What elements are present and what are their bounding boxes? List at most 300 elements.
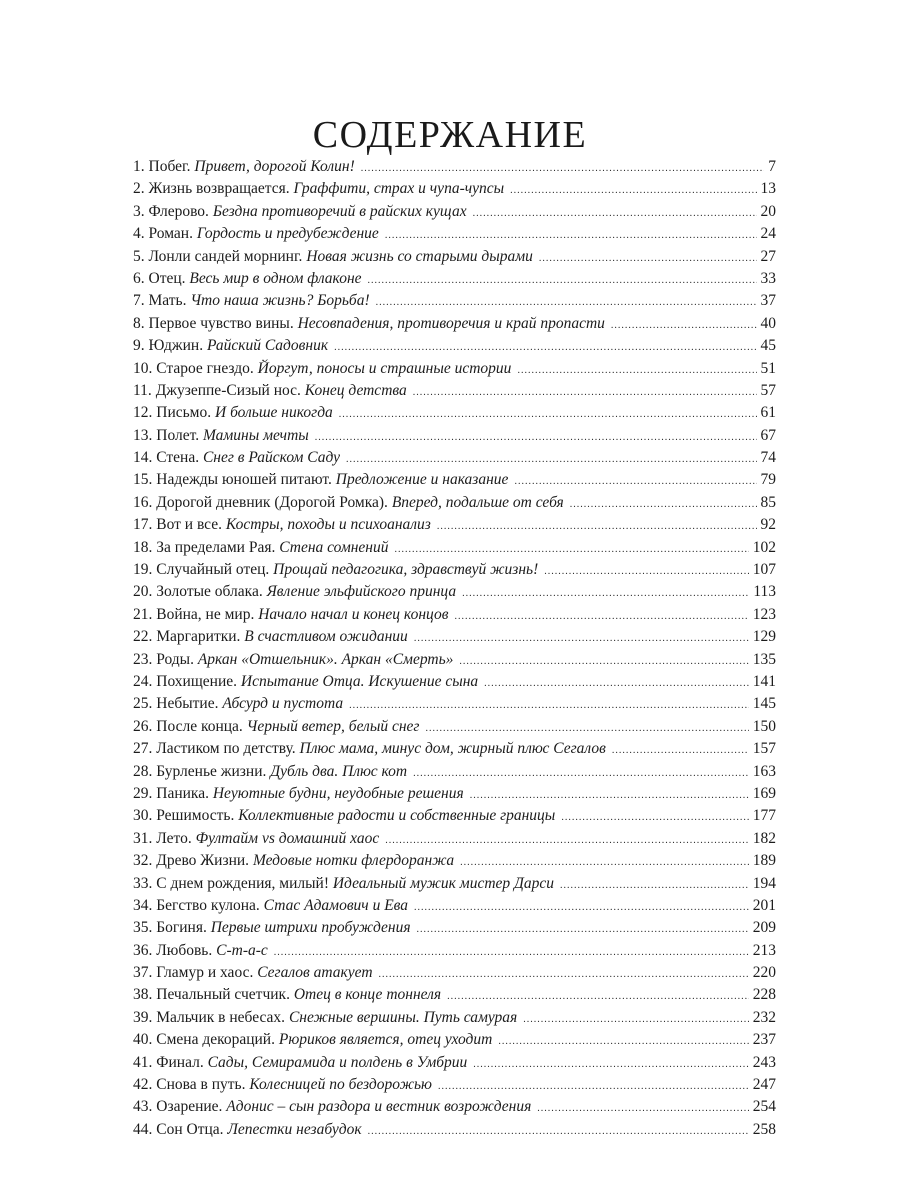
toc-entry <box>133 290 776 312</box>
toc-entry-subtitle: Колесницей по бездорожью <box>249 1076 432 1094</box>
toc-entry-chapter: Маргаритки. <box>156 628 241 646</box>
toc-entry-chapter: Флерово. <box>148 202 209 220</box>
toc-dot-leader <box>379 964 749 986</box>
toc-entry-number: 23. <box>133 650 153 668</box>
toc-entry-number: 40. <box>133 1031 153 1049</box>
toc-entry-page-number: 107 <box>752 561 776 579</box>
toc-entry-page-number: 24 <box>760 225 776 243</box>
toc-entry-subtitle: Бездна противоречий в райских кущах <box>212 202 467 220</box>
toc-entry-chapter: Побег. <box>148 158 191 175</box>
toc-entry-page-number: 163 <box>752 762 776 780</box>
toc-entry-number: 33. <box>133 874 153 892</box>
toc-entry-page-number: 129 <box>752 628 776 646</box>
toc-entry <box>133 1096 776 1118</box>
toc-dot-leader <box>339 404 757 426</box>
toc-entry-text <box>133 805 561 827</box>
toc-entry-number: 38. <box>133 986 153 1004</box>
toc-entry-chapter: Любовь. <box>156 941 213 959</box>
toc-entry-chapter: Печальный счетчик. <box>156 986 290 1004</box>
toc-entry-subtitle: Снежные вершины. Путь самурая <box>288 1008 518 1026</box>
toc-entry-page-number: 247 <box>752 1076 776 1094</box>
toc-entry-chapter: С днем рождения, милый! <box>156 874 329 892</box>
toc-entry-text <box>133 1029 498 1051</box>
toc-entry-chapter: Старое гнездо. <box>156 359 254 377</box>
toc-entry-page-number: 33 <box>760 269 776 287</box>
toc-entry-page-number: 177 <box>752 807 776 825</box>
toc-entry-chapter: Лето. <box>156 829 192 847</box>
toc-dot-leader <box>570 494 757 516</box>
toc-entry-chapter: Бегство кулона. <box>156 896 260 914</box>
toc-entry-chapter: Стена. <box>156 449 200 467</box>
toc-dot-leader <box>385 225 757 247</box>
toc-entry-chapter: За пределами Рая. <box>156 538 276 556</box>
toc-dot-leader <box>460 852 749 874</box>
toc-dot-leader <box>438 1076 749 1098</box>
toc-entry-page-number: 194 <box>752 874 776 892</box>
toc-dot-leader <box>425 718 748 740</box>
toc-entry-number: 10. <box>133 359 153 377</box>
toc-entry <box>133 738 776 760</box>
toc-entry-number: 6. <box>133 269 145 287</box>
toc-dot-leader <box>315 427 757 449</box>
toc-entry-subtitle: Стена сомнений <box>279 538 389 556</box>
toc-entry <box>133 649 776 671</box>
toc-entry-chapter: Письмо. <box>156 404 212 422</box>
toc-entry-page-number: 169 <box>752 784 776 802</box>
toc-entry-number: 3. <box>133 202 145 220</box>
toc-entry-text <box>133 469 514 491</box>
toc-entry-chapter: Смена декораций. <box>156 1031 275 1049</box>
toc-entry-text <box>133 1096 537 1118</box>
toc-entry-text <box>133 402 339 424</box>
toc-entry <box>133 492 776 514</box>
toc-entry-chapter: Финал. <box>156 1053 204 1071</box>
toc-entry-number: 22. <box>133 628 153 646</box>
toc-entry-subtitle: Стас Адамович и Ева <box>263 896 409 914</box>
toc-entry-chapter: Случайный отец. <box>156 561 270 579</box>
toc-entry-page-number: 40 <box>760 314 776 332</box>
toc-entry-page-number: 123 <box>752 605 776 623</box>
toc-entry-text <box>133 649 459 671</box>
toc-entry-text <box>133 604 454 626</box>
toc-entry-number: 12. <box>133 404 153 422</box>
toc-entry-number: 37. <box>133 964 153 982</box>
toc-entry-chapter: Мать. <box>148 292 187 310</box>
toc-entry-text <box>133 1074 438 1096</box>
toc-dot-leader <box>349 695 749 717</box>
toc-dot-leader <box>437 516 757 538</box>
toc-entry-text <box>133 626 414 648</box>
toc-entry-text <box>133 447 346 469</box>
toc-entry-text <box>133 246 539 268</box>
toc-entry-chapter: Похищение. <box>156 672 238 690</box>
toc-entry-subtitle: Испытание Отца. Искушение сына <box>240 672 479 690</box>
toc-entry-number: 41. <box>133 1053 153 1071</box>
toc-entry <box>133 693 776 715</box>
toc-entry-number: 21. <box>133 605 153 623</box>
toc-entry-subtitle: Прощай педагогика, здравствуй жизнь! <box>273 561 539 579</box>
toc-entry-number: 19. <box>133 561 153 579</box>
toc-dot-leader <box>612 740 749 762</box>
toc-dot-leader <box>417 919 749 941</box>
toc-dot-leader <box>361 158 765 180</box>
toc-dot-leader <box>274 942 749 964</box>
toc-entry-subtitle: Несовпадения, противоречия и край пропасти <box>297 314 605 332</box>
toc-entry-subtitle: Конец детства <box>304 381 407 399</box>
toc-entry-number: 29. <box>133 784 153 802</box>
toc-entry-text <box>133 223 385 245</box>
toc-entry-page-number: 92 <box>760 516 776 534</box>
toc-entry-text <box>133 201 473 223</box>
toc-entry-text <box>133 962 379 984</box>
toc-entry-text <box>133 514 437 536</box>
toc-entry <box>133 895 776 917</box>
toc-entry-subtitle: Отец в конце тоннеля <box>293 986 442 1004</box>
toc-entry <box>133 447 776 469</box>
toc-entry-text <box>133 581 462 603</box>
toc-entry-page-number: 135 <box>752 650 776 668</box>
toc-entry-subtitle: Лепестки незабудок <box>227 1120 362 1138</box>
toc-entry-chapter: Золотые облака. <box>156 583 263 601</box>
toc-entry-subtitle: Привет, дорогой Колин! <box>194 158 355 175</box>
toc-entry-text <box>133 537 394 559</box>
toc-entry <box>133 246 776 268</box>
toc-dot-leader <box>498 1031 748 1053</box>
toc-entry-chapter: Озарение. <box>156 1098 223 1116</box>
toc-entry-number: 34. <box>133 896 153 914</box>
toc-entry <box>133 984 776 1006</box>
toc-entry-page-number: 74 <box>760 449 776 467</box>
toc-entry-text <box>133 492 570 514</box>
toc-entry <box>133 604 776 626</box>
toc-dot-leader <box>470 785 749 807</box>
toc-entry-page-number: 79 <box>760 471 776 489</box>
toc-entry-chapter: Роман. <box>148 225 193 243</box>
toc-entry-number: 9. <box>133 337 145 355</box>
toc-dot-leader <box>510 180 756 202</box>
toc-dot-leader <box>459 651 748 673</box>
toc-entry-subtitle: Дубль два. Плюс кот <box>270 762 408 780</box>
toc-entry-chapter: Вот и все. <box>156 516 223 534</box>
toc-dot-leader <box>514 471 756 493</box>
toc-entry-page-number: 213 <box>752 941 776 959</box>
toc-entry-subtitle: Мамины мечты <box>202 426 309 444</box>
toc-dot-leader <box>394 539 748 561</box>
toc-entry-text <box>133 671 484 693</box>
toc-entry-subtitle: Абсурд и пустота <box>222 695 344 713</box>
toc-entry-text <box>133 1052 473 1074</box>
toc-entry <box>133 761 776 783</box>
toc-dot-leader <box>385 830 749 852</box>
toc-entry-number: 31. <box>133 829 153 847</box>
toc-entry-number: 36. <box>133 941 153 959</box>
toc-entry-number: 8. <box>133 314 145 332</box>
toc-entry <box>133 223 776 245</box>
toc-dot-leader <box>517 360 756 382</box>
toc-entry-page-number: 61 <box>760 404 776 422</box>
toc-entry-number: 42. <box>133 1076 153 1094</box>
toc-entry-subtitle: Адонис – сын раздора и вестник возрождения <box>226 1098 532 1116</box>
toc-entry-text <box>133 895 414 917</box>
toc-entry-subtitle: Неуютные будни, неудобные решения <box>212 784 464 802</box>
toc-entry-text <box>133 873 560 895</box>
toc-entry-text <box>133 335 334 357</box>
toc-entry-number: 4. <box>133 225 145 243</box>
toc-entry-subtitle: Райский Садовник <box>206 337 329 355</box>
toc-entry-text <box>133 559 544 581</box>
toc-entry-page-number: 45 <box>760 337 776 355</box>
table-of-contents <box>133 156 776 1141</box>
toc-entry-subtitle: Плюс мама, минус дом, жирный плюс Сегалов <box>299 740 606 758</box>
toc-entry-chapter: Джузеппе-Сизый нос. <box>155 381 301 399</box>
toc-entry-subtitle: Костры, походы и психоанализ <box>225 516 431 534</box>
toc-entry-chapter: Древо Жизни. <box>156 852 250 870</box>
toc-entry <box>133 402 776 424</box>
toc-entry-subtitle: Новая жизнь со старыми дырами <box>306 247 533 265</box>
toc-entry <box>133 671 776 693</box>
toc-entry-number: 30. <box>133 807 153 825</box>
toc-entry-chapter: Первое чувство вины. <box>148 314 294 332</box>
toc-entry-page-number: 182 <box>752 829 776 847</box>
toc-entry-number: 26. <box>133 717 153 735</box>
toc-dot-leader <box>376 292 757 314</box>
toc-entry-chapter: Лонли сандей морнинг. <box>148 247 303 265</box>
toc-entry <box>133 313 776 335</box>
toc-entry-number: 25. <box>133 695 153 713</box>
toc-entry-page-number: 232 <box>752 1008 776 1026</box>
toc-entry-number: 32. <box>133 852 153 870</box>
toc-entry-number: 7. <box>133 292 145 310</box>
toc-entry <box>133 873 776 895</box>
toc-entry-page-number: 189 <box>752 852 776 870</box>
toc-entry-page-number: 27 <box>760 247 776 265</box>
toc-entry-subtitle: В счастливом ожидании <box>244 628 408 646</box>
toc-entry <box>133 1119 776 1141</box>
toc-entry-subtitle: Явление эльфийского принца <box>266 583 457 601</box>
toc-entry-chapter: Отец. <box>148 269 186 287</box>
toc-entry-subtitle: И больше никогда <box>215 404 333 422</box>
toc-entry-text <box>133 761 413 783</box>
toc-entry <box>133 335 776 357</box>
toc-entry-chapter: Небытие. <box>156 695 219 713</box>
toc-entry-text <box>133 313 611 335</box>
toc-entry-chapter: Гламур и хаос. <box>156 964 254 982</box>
toc-dot-leader <box>539 248 757 270</box>
toc-entry-number: 44. <box>133 1120 153 1138</box>
toc-entry-number: 18. <box>133 538 153 556</box>
toc-entry-subtitle: Снег в Райском Саду <box>202 449 340 467</box>
toc-dot-leader <box>561 807 748 829</box>
toc-entry <box>133 559 776 581</box>
toc-entry-subtitle: Первые штрихи пробуждения <box>210 919 411 937</box>
toc-entry-subtitle: Коллективные радости и собственные границы <box>238 807 556 825</box>
toc-entry-number: 13. <box>133 426 153 444</box>
toc-dot-leader <box>413 763 749 785</box>
toc-entry-chapter: Ластиком по детству. <box>156 740 296 758</box>
toc-entry-text <box>133 380 413 402</box>
toc-dot-leader <box>334 337 756 359</box>
toc-entry-text <box>133 850 460 872</box>
toc-dot-leader <box>523 1009 748 1031</box>
toc-entry <box>133 537 776 559</box>
toc-entry-subtitle: Сегалов атакует <box>257 964 373 982</box>
toc-entry-subtitle: Аркан «Отшельник». Аркан «Смерть» <box>197 650 454 668</box>
toc-dot-leader <box>414 628 749 650</box>
toc-entry-text <box>133 716 425 738</box>
toc-entry-chapter: Жизнь возвращается. <box>148 180 290 198</box>
toc-entry-page-number: 67 <box>760 426 776 444</box>
toc-entry-page-number: 220 <box>752 964 776 982</box>
toc-entry-page-number: 13 <box>760 180 776 198</box>
toc-entry-chapter: Паника. <box>156 784 209 802</box>
toc-entry-text <box>133 178 510 200</box>
toc-entry-text <box>133 984 447 1006</box>
toc-dot-leader <box>537 1098 748 1120</box>
toc-entry-number: 11. <box>133 381 152 399</box>
toc-entry-number: 39. <box>133 1008 153 1026</box>
toc-entry-number: 28. <box>133 762 153 780</box>
toc-entry <box>133 850 776 872</box>
toc-entry-subtitle: Сады, Семирамида и полдень в Умбрии <box>207 1053 468 1071</box>
toc-entry-chapter: Решимость. <box>156 807 235 825</box>
toc-entry-subtitle: Весь мир в одном флаконе <box>189 269 362 287</box>
toc-entry-text <box>133 1119 368 1141</box>
toc-entry-chapter: Полет. <box>156 426 200 444</box>
toc-entry-number: 20. <box>133 583 153 601</box>
toc-entry-chapter: Надежды юношей питают. <box>156 471 332 489</box>
toc-entry-page-number: 37 <box>760 292 776 310</box>
toc-entry <box>133 1007 776 1029</box>
toc-entry-text <box>133 940 274 962</box>
toc-entry-page-number: 102 <box>752 538 776 556</box>
toc-entry-text <box>133 358 517 380</box>
toc-entry-page-number: 157 <box>752 740 776 758</box>
toc-entry-subtitle: Предложение и наказание <box>335 471 509 489</box>
toc-entry-page-number: 145 <box>752 695 776 713</box>
toc-entry-number: 14. <box>133 449 153 467</box>
toc-entry <box>133 358 776 380</box>
toc-entry-page-number: 237 <box>752 1031 776 1049</box>
toc-entry-page-number: 228 <box>752 986 776 1004</box>
toc-entry <box>133 940 776 962</box>
toc-entry <box>133 962 776 984</box>
toc-entry-subtitle: Рюриков является, отец уходит <box>278 1031 493 1049</box>
toc-dot-leader <box>447 986 749 1008</box>
toc-entry <box>133 178 776 200</box>
toc-dot-leader <box>544 561 748 583</box>
toc-entry-text <box>133 425 315 447</box>
toc-entry <box>133 581 776 603</box>
toc-dot-leader <box>414 897 749 919</box>
toc-entry-chapter: После конца. <box>156 717 243 735</box>
toc-entry-number: 1. <box>133 158 145 175</box>
toc-dot-leader <box>346 449 757 471</box>
toc-entry-subtitle: Начало начал и конец концов <box>258 605 449 623</box>
toc-entry-number: 16. <box>133 493 153 511</box>
toc-entry <box>133 917 776 939</box>
toc-dot-leader <box>611 315 757 337</box>
toc-entry-text <box>133 268 368 290</box>
toc-entry <box>133 425 776 447</box>
toc-entry-chapter: Роды. <box>156 650 194 668</box>
toc-entry <box>133 201 776 223</box>
toc-entry-subtitle: Идеальный мужик мистер Дарси <box>332 874 555 892</box>
toc-entry-text <box>133 917 417 939</box>
toc-entry-chapter: Снова в путь. <box>156 1076 246 1094</box>
toc-entry-number: 17. <box>133 516 153 534</box>
toc-entry <box>133 716 776 738</box>
toc-entry-page-number: 243 <box>752 1053 776 1071</box>
toc-entry-subtitle: Черный ветер, белый снег <box>246 717 420 735</box>
toc-entry-page-number: 7 <box>768 158 776 175</box>
toc-entry-text <box>133 290 376 312</box>
toc-dot-leader <box>413 382 757 404</box>
toc-entry-subtitle: Вперед, подальше от себя <box>391 493 564 511</box>
toc-entry-chapter: Мальчик в небесах. <box>156 1008 286 1026</box>
toc-entry-chapter: Война, не мир. <box>156 605 255 623</box>
toc-entry <box>133 380 776 402</box>
toc-entry <box>133 156 776 178</box>
toc-entry-page-number: 113 <box>753 583 776 601</box>
toc-entry <box>133 783 776 805</box>
toc-entry <box>133 626 776 648</box>
toc-entry-text <box>133 828 385 850</box>
toc-entry-page-number: 254 <box>752 1098 776 1116</box>
toc-entry <box>133 1074 776 1096</box>
toc-entry-subtitle: Фултайм vs домашний хаос <box>195 829 380 847</box>
toc-entry-page-number: 150 <box>752 717 776 735</box>
toc-entry-number: 35. <box>133 919 153 937</box>
toc-entry <box>133 268 776 290</box>
toc-entry-number: 15. <box>133 471 153 489</box>
toc-entry-subtitle: С-т-а-с <box>216 941 268 959</box>
toc-entry <box>133 469 776 491</box>
toc-entry-chapter: Бурленье жизни. <box>156 762 267 780</box>
toc-entry-number: 2. <box>133 180 145 198</box>
toc-entry <box>133 805 776 827</box>
toc-dot-leader <box>454 606 748 628</box>
toc-entry-chapter: Дорогой дневник (Дорогой Ромка). <box>156 493 388 511</box>
toc-entry-page-number: 20 <box>760 202 776 220</box>
toc-entry-number: 27. <box>133 740 153 758</box>
toc-entry-text <box>133 693 349 715</box>
toc-entry <box>133 1052 776 1074</box>
toc-entry-text <box>133 738 612 760</box>
toc-entry-subtitle: Граффити, страх и чупа-чупсы <box>293 180 505 198</box>
toc-dot-leader <box>484 673 749 695</box>
toc-entry-chapter: Богиня. <box>156 919 207 937</box>
toc-entry-page-number: 258 <box>752 1120 776 1138</box>
toc-dot-leader <box>462 583 749 605</box>
toc-entry-page-number: 57 <box>760 381 776 399</box>
toc-entry-page-number: 201 <box>752 896 776 914</box>
toc-entry-number: 43. <box>133 1098 153 1116</box>
toc-entry-chapter: Юджин. <box>148 337 204 355</box>
toc-dot-leader <box>368 1121 749 1143</box>
toc-entry-subtitle: Йоргут, поносы и страшные истории <box>257 359 512 377</box>
toc-entry-subtitle: Гордость и предубеждение <box>196 225 379 243</box>
toc-entry-subtitle: Медовые нотки флердоранжа <box>252 852 455 870</box>
toc-entry-text <box>133 1007 523 1029</box>
toc-dot-leader <box>473 203 757 225</box>
toc-entry-number: 5. <box>133 247 145 265</box>
toc-entry <box>133 514 776 536</box>
toc-entry-chapter: Сон Отца. <box>156 1120 224 1138</box>
toc-entry-text <box>133 156 361 178</box>
toc-entry-subtitle: Что наша жизнь? Борьба! <box>190 292 370 310</box>
toc-dot-leader <box>368 270 757 292</box>
toc-entry-page-number: 51 <box>760 359 776 377</box>
